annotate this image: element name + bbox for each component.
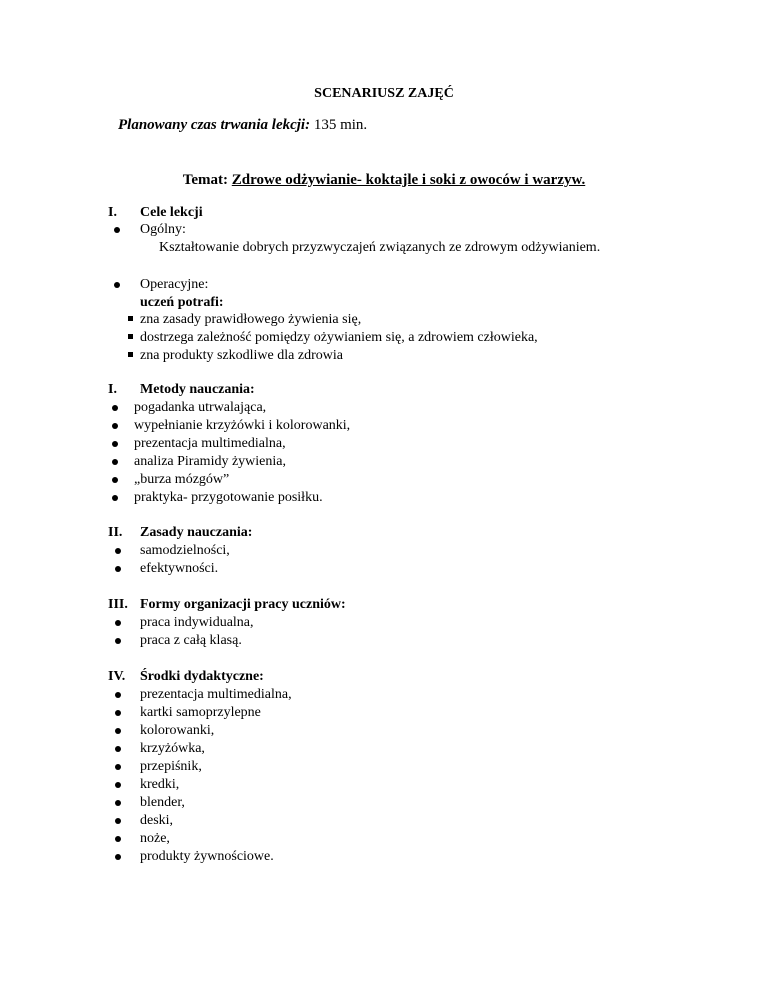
bullet-icon xyxy=(115,548,121,554)
principle-item: samodzielności, xyxy=(140,543,230,558)
form-item: praca indywidualna, xyxy=(140,615,254,630)
duration-line xyxy=(118,117,367,134)
section-aids-numeral: IV. xyxy=(108,669,126,684)
bullet-icon xyxy=(114,282,120,288)
method-item: praktyka- przygotowanie posiłku. xyxy=(134,490,323,505)
bullet-icon xyxy=(112,495,118,501)
operational-goal-label: Operacyjne: xyxy=(140,277,209,292)
topic-line xyxy=(0,172,768,189)
bullet-icon xyxy=(115,782,121,788)
section-forms-heading: Formy organizacji pracy uczniów: xyxy=(140,597,346,612)
method-item: „burza mózgów” xyxy=(134,472,230,487)
square-bullet-icon xyxy=(128,316,133,321)
operational-item: zna zasady prawidłowego żywienia się, xyxy=(140,312,362,327)
section-principles-heading: Zasady nauczania: xyxy=(140,525,253,540)
topic-label: Temat: xyxy=(182,172,232,188)
section-goals-numeral: I. xyxy=(108,205,117,220)
method-item: analiza Piramidy żywienia, xyxy=(134,454,286,469)
section-forms-numeral: III. xyxy=(108,597,128,612)
duration-label: Planowany czas trwania lekcji: xyxy=(118,117,311,133)
aid-item: blender, xyxy=(140,795,185,810)
student-can-label: uczeń potrafi: xyxy=(140,295,224,310)
aid-item: produkty żywnościowe. xyxy=(140,849,274,864)
duration-value: 135 min. xyxy=(310,117,368,133)
principle-item: efektywności. xyxy=(140,561,219,576)
bullet-icon xyxy=(115,800,121,806)
method-item: pogadanka utrwalająca, xyxy=(134,400,267,415)
bullet-icon xyxy=(115,710,121,716)
method-item: prezentacja multimedialna, xyxy=(134,436,286,451)
operational-item: zna produkty szkodliwe dla zdrowia xyxy=(140,348,343,363)
section-methods-numeral: I. xyxy=(108,382,117,397)
section-aids-heading: Środki dydaktyczne: xyxy=(140,669,264,684)
bullet-icon xyxy=(115,566,121,572)
general-goal-label: Ogólny: xyxy=(140,222,186,237)
aid-item: prezentacja multimedialna, xyxy=(140,687,292,702)
bullet-icon xyxy=(115,836,121,842)
aid-item: krzyżówka, xyxy=(140,741,205,756)
section-methods-heading: Metody nauczania: xyxy=(140,382,255,397)
bullet-icon xyxy=(112,477,118,483)
general-goal-text: Kształtowanie dobrych przyzwyczajeń związanych ze zdrowym odżywianiem. xyxy=(159,240,601,255)
section-principles-numeral: II. xyxy=(108,525,123,540)
bullet-icon xyxy=(112,423,118,429)
bullet-icon xyxy=(115,764,121,770)
bullet-icon xyxy=(115,620,121,626)
bullet-icon xyxy=(114,227,120,233)
square-bullet-icon xyxy=(128,334,133,339)
section-goals-heading: Cele lekcji xyxy=(140,205,203,220)
bullet-icon xyxy=(115,854,121,860)
bullet-icon xyxy=(115,638,121,644)
bullet-icon xyxy=(112,405,118,411)
bullet-icon xyxy=(115,746,121,752)
aid-item: kolorowanki, xyxy=(140,723,215,738)
method-item: wypełnianie krzyżówki i kolorowanki, xyxy=(134,418,351,433)
aid-item: kartki samoprzylepne xyxy=(140,705,261,720)
bullet-icon xyxy=(115,818,121,824)
bullet-icon xyxy=(115,728,121,734)
square-bullet-icon xyxy=(128,352,133,357)
bullet-icon xyxy=(112,459,118,465)
aid-item: przepiśnik, xyxy=(140,759,202,774)
operational-item: dostrzega zależność pomiędzy ożywianiem się, a zdrowiem człowieka, xyxy=(140,330,538,345)
bullet-icon xyxy=(112,441,118,447)
document-title: SCENARIUSZ ZAJĘĆ xyxy=(314,86,454,101)
aid-item: kredki, xyxy=(140,777,180,792)
form-item: praca z całą klasą. xyxy=(140,633,242,648)
aid-item: deski, xyxy=(140,813,174,828)
topic-value: Zdrowe odżywianie- koktajle i soki z owoców i warzyw. xyxy=(231,172,586,188)
aid-item: noże, xyxy=(140,831,170,846)
bullet-icon xyxy=(115,692,121,698)
